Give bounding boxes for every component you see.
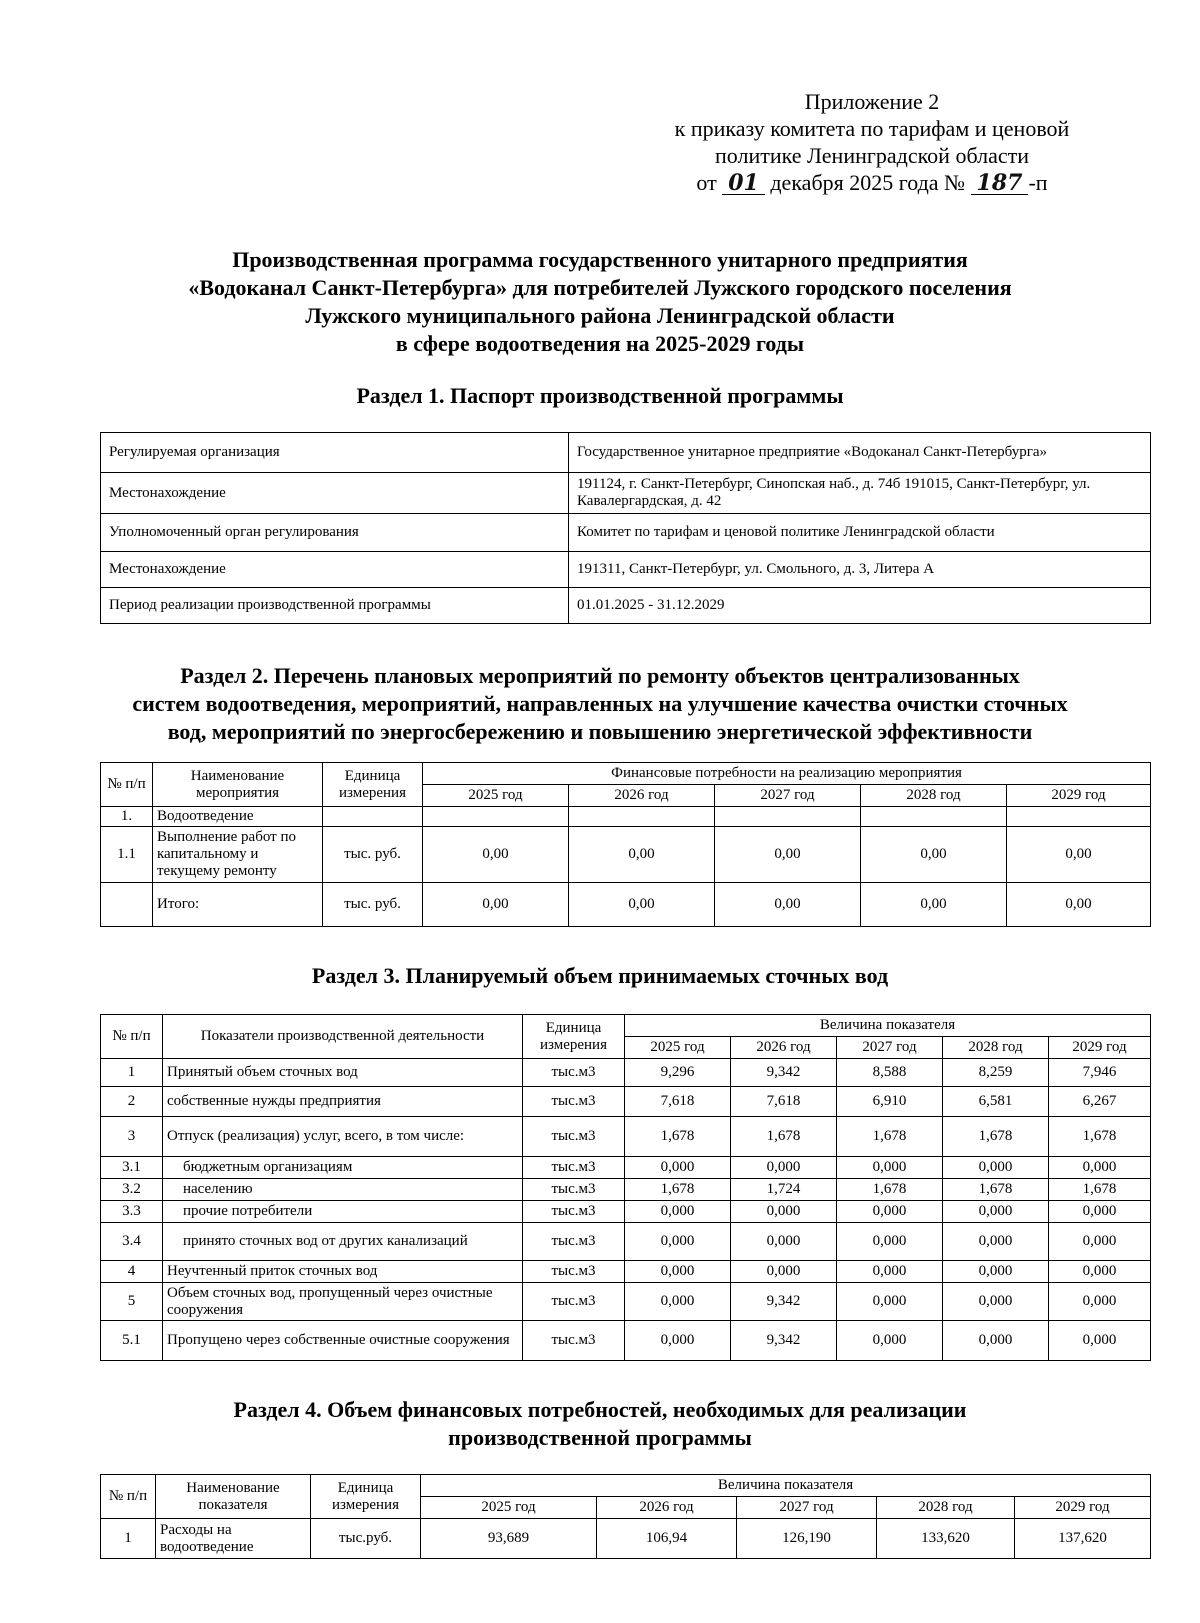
volume-col-group: Величина показателя bbox=[625, 1015, 1151, 1037]
volume-value-cell: 9,342 bbox=[731, 1283, 837, 1321]
measures-col-num: № п/п bbox=[101, 763, 153, 807]
volume-value-cell: 0,000 bbox=[943, 1261, 1049, 1283]
volume-value-cell: 7,618 bbox=[731, 1087, 837, 1117]
volume-row-num: 4 bbox=[101, 1261, 163, 1283]
volume-value-cell: 1,678 bbox=[625, 1117, 731, 1157]
financial-needs-table bbox=[100, 1474, 1151, 1559]
volume-value-cell: 7,946 bbox=[1049, 1059, 1151, 1087]
passport-label: Уполномоченный орган регулирования bbox=[101, 514, 569, 552]
measures-value-cell bbox=[1007, 807, 1151, 827]
measures-value-cell bbox=[423, 807, 569, 827]
title-line-3: Лужского муниципального района Ленинградской области bbox=[305, 303, 895, 328]
volume-value-cell: 8,588 bbox=[837, 1059, 943, 1087]
appendix-line-1: Приложение 2 bbox=[804, 89, 940, 114]
volume-value-cell: 0,000 bbox=[1049, 1201, 1151, 1223]
volume-row-num: 3 bbox=[101, 1117, 163, 1157]
finance-year-header: 2028 год bbox=[877, 1497, 1015, 1519]
measures-value-cell: 0,00 bbox=[1007, 827, 1151, 883]
volume-row bbox=[101, 1157, 1151, 1179]
finance-value-cell: 133,620 bbox=[877, 1519, 1015, 1559]
volume-value-cell: 9,342 bbox=[731, 1321, 837, 1361]
volume-col-unit: Единица измерения bbox=[523, 1015, 625, 1059]
finance-col-name: Наименование показателя bbox=[156, 1475, 311, 1519]
volume-row-unit: тыс.м3 bbox=[523, 1157, 625, 1179]
finance-value-cell: 106,94 bbox=[597, 1519, 737, 1559]
volume-row-unit: тыс.м3 bbox=[523, 1321, 625, 1361]
volume-row-num: 3.3 bbox=[101, 1201, 163, 1223]
volume-row-name: прочие потребители bbox=[163, 1201, 523, 1223]
volume-row-name: Принятый объем сточных вод bbox=[163, 1059, 523, 1087]
passport-label: Местонахождение bbox=[101, 552, 569, 588]
volume-value-cell: 0,000 bbox=[837, 1283, 943, 1321]
volume-row-unit: тыс.м3 bbox=[523, 1223, 625, 1261]
volume-value-cell: 0,000 bbox=[1049, 1223, 1151, 1261]
volume-year-header: 2025 год bbox=[625, 1037, 731, 1059]
finance-row-num: 1 bbox=[101, 1519, 156, 1559]
volume-value-cell: 0,000 bbox=[837, 1261, 943, 1283]
section2-heading-line-1: Раздел 2. Перечень плановых мероприятий по ремонту объектов централизованных bbox=[180, 663, 1020, 688]
volume-value-cell: 9,296 bbox=[625, 1059, 731, 1087]
measures-value-cell bbox=[715, 807, 861, 827]
section3-heading-text: Раздел 3. Планируемый объем принимаемых сточных вод bbox=[311, 963, 889, 988]
volume-value-cell: 0,000 bbox=[625, 1321, 731, 1361]
volume-value-cell: 0,000 bbox=[943, 1223, 1049, 1261]
volume-value-cell: 1,678 bbox=[1049, 1117, 1151, 1157]
volume-value-cell: 0,000 bbox=[1049, 1157, 1151, 1179]
appendix-line-2: к приказу комитета по тарифам и ценовой bbox=[674, 116, 1070, 141]
appendix-header bbox=[652, 88, 1092, 196]
volume-row bbox=[101, 1283, 1151, 1321]
measures-value-cell: 0,00 bbox=[715, 827, 861, 883]
volume-row bbox=[101, 1201, 1151, 1223]
volume-row bbox=[101, 1261, 1151, 1283]
passport-row bbox=[101, 588, 1151, 624]
measures-row bbox=[101, 807, 1151, 827]
volume-row-name: Отпуск (реализация) услуг, всего, в том числе: bbox=[163, 1117, 523, 1157]
finance-row-name: Расходы на водоотведение bbox=[156, 1519, 311, 1559]
volume-row bbox=[101, 1179, 1151, 1201]
volume-row-num: 5 bbox=[101, 1283, 163, 1321]
passport-value: Государственное унитарное предприятие «Водоканал Санкт-Петербурга» bbox=[569, 433, 1151, 473]
volume-row-unit: тыс.м3 bbox=[523, 1059, 625, 1087]
measures-value-cell: 0,00 bbox=[569, 883, 715, 927]
volume-value-cell: 7,618 bbox=[625, 1087, 731, 1117]
volume-row-unit: тыс.м3 bbox=[523, 1087, 625, 1117]
finance-col-group: Величина показателя bbox=[421, 1475, 1151, 1497]
section1-heading bbox=[0, 382, 1200, 410]
title-line-1: Производственная программа государственного унитарного предприятия bbox=[232, 247, 968, 272]
measures-row-unit: тыс. руб. bbox=[323, 883, 423, 927]
volume-value-cell: 0,000 bbox=[943, 1283, 1049, 1321]
measures-value-cell bbox=[569, 807, 715, 827]
finance-year-header: 2025 год bbox=[421, 1497, 597, 1519]
volume-value-cell: 0,000 bbox=[943, 1157, 1049, 1179]
measures-col-group: Финансовые потребности на реализацию мероприятия bbox=[423, 763, 1151, 785]
passport-label: Период реализации производственной программы bbox=[101, 588, 569, 624]
volume-row-num: 2 bbox=[101, 1087, 163, 1117]
passport-table bbox=[100, 432, 1151, 624]
volume-value-cell: 0,000 bbox=[625, 1223, 731, 1261]
section2-heading bbox=[0, 662, 1200, 746]
measures-row-name: Итого: bbox=[153, 883, 323, 927]
handwritten-day: 01 bbox=[722, 172, 765, 195]
volume-year-header: 2029 год bbox=[1049, 1037, 1151, 1059]
section2-heading-line-3: вод, мероприятий по энергосбережению и повышению энергетической эффективности bbox=[167, 719, 1033, 744]
volume-row-name: населению bbox=[163, 1179, 523, 1201]
title-line-4: в сфере водоотведения на 2025-2029 годы bbox=[395, 331, 805, 356]
passport-row bbox=[101, 473, 1151, 514]
volume-value-cell: 0,000 bbox=[731, 1261, 837, 1283]
volume-row-name: принято сточных вод от других канализаций bbox=[163, 1223, 523, 1261]
volume-value-cell: 0,000 bbox=[731, 1201, 837, 1223]
volume-value-cell: 0,000 bbox=[731, 1223, 837, 1261]
volume-row-num: 5.1 bbox=[101, 1321, 163, 1361]
measures-year-header: 2029 год bbox=[1007, 785, 1151, 807]
volume-year-header: 2027 год bbox=[837, 1037, 943, 1059]
volume-value-cell: 0,000 bbox=[837, 1321, 943, 1361]
appendix-date-line bbox=[652, 169, 1092, 196]
measures-value-cell: 0,00 bbox=[423, 827, 569, 883]
volume-row-num: 3.2 bbox=[101, 1179, 163, 1201]
date-prefix: от bbox=[696, 170, 717, 195]
section1-heading-text: Раздел 1. Паспорт производственной программы bbox=[356, 383, 844, 408]
measures-row-num: 1. bbox=[101, 807, 153, 827]
measures-row-unit: тыс. руб. bbox=[323, 827, 423, 883]
volume-value-cell: 0,000 bbox=[943, 1321, 1049, 1361]
volume-value-cell: 0,000 bbox=[625, 1157, 731, 1179]
volume-value-cell: 1,678 bbox=[731, 1117, 837, 1157]
measures-value-cell: 0,00 bbox=[861, 883, 1007, 927]
volume-value-cell: 0,000 bbox=[837, 1223, 943, 1261]
volume-value-cell: 1,678 bbox=[943, 1179, 1049, 1201]
section4-heading bbox=[0, 1396, 1200, 1452]
measures-value-cell bbox=[861, 807, 1007, 827]
volume-year-header: 2028 год bbox=[943, 1037, 1049, 1059]
finance-row-unit: тыс.руб. bbox=[311, 1519, 421, 1559]
measures-row bbox=[101, 827, 1151, 883]
volume-value-cell: 1,724 bbox=[731, 1179, 837, 1201]
volume-row-name: собственные нужды предприятия bbox=[163, 1087, 523, 1117]
passport-value: 191311, Санкт-Петербург, ул. Смольного, д. 3, Литера А bbox=[569, 552, 1151, 588]
measures-year-header: 2028 год bbox=[861, 785, 1007, 807]
measures-value-cell: 0,00 bbox=[715, 883, 861, 927]
volume-col-name: Показатели производственной деятельности bbox=[163, 1015, 523, 1059]
handwritten-order-number: 187 bbox=[971, 172, 1029, 195]
volume-col-num: № п/п bbox=[101, 1015, 163, 1059]
volume-row-name: Неучтенный приток сточных вод bbox=[163, 1261, 523, 1283]
volume-row-unit: тыс.м3 bbox=[523, 1117, 625, 1157]
finance-col-num: № п/п bbox=[101, 1475, 156, 1519]
document-title bbox=[0, 246, 1200, 358]
volume-row bbox=[101, 1223, 1151, 1261]
volume-row-name: бюджетным организациям bbox=[163, 1157, 523, 1179]
volume-value-cell: 1,678 bbox=[837, 1179, 943, 1201]
measures-row-unit bbox=[323, 807, 423, 827]
measures-year-header: 2025 год bbox=[423, 785, 569, 807]
volume-row-num: 3.1 bbox=[101, 1157, 163, 1179]
volume-row-unit: тыс.м3 bbox=[523, 1201, 625, 1223]
volume-row-unit: тыс.м3 bbox=[523, 1283, 625, 1321]
measures-table bbox=[100, 762, 1151, 927]
passport-label: Регулируемая организация bbox=[101, 433, 569, 473]
measures-value-cell: 0,00 bbox=[861, 827, 1007, 883]
section4-heading-line-1: Раздел 4. Объем финансовых потребностей, необходимых для реализации bbox=[233, 1397, 967, 1422]
measures-row bbox=[101, 883, 1151, 927]
passport-label: Местонахождение bbox=[101, 473, 569, 514]
finance-value-cell: 126,190 bbox=[737, 1519, 877, 1559]
volume-row bbox=[101, 1321, 1151, 1361]
volume-value-cell: 0,000 bbox=[625, 1261, 731, 1283]
volume-value-cell: 1,678 bbox=[943, 1117, 1049, 1157]
order-suffix: -п bbox=[1028, 170, 1048, 195]
volume-row bbox=[101, 1087, 1151, 1117]
appendix-line-3: политике Ленинградской области bbox=[714, 143, 1029, 168]
volume-value-cell: 9,342 bbox=[731, 1059, 837, 1087]
measures-row-name: Водоотведение bbox=[153, 807, 323, 827]
volume-row bbox=[101, 1117, 1151, 1157]
volume-value-cell: 0,000 bbox=[1049, 1283, 1151, 1321]
title-line-2: «Водоканал Санкт-Петербурга» для потребителей Лужского городского поселения bbox=[188, 275, 1012, 300]
wastewater-volume-table bbox=[100, 1014, 1151, 1361]
volume-value-cell: 6,267 bbox=[1049, 1087, 1151, 1117]
volume-row-name: Объем сточных вод, пропущенный через очистные сооружения bbox=[163, 1283, 523, 1321]
measures-col-name: Наименование мероприятия bbox=[153, 763, 323, 807]
volume-row bbox=[101, 1059, 1151, 1087]
volume-year-header: 2026 год bbox=[731, 1037, 837, 1059]
measures-value-cell: 0,00 bbox=[423, 883, 569, 927]
measures-year-header: 2027 год bbox=[715, 785, 861, 807]
volume-value-cell: 1,678 bbox=[837, 1117, 943, 1157]
finance-value-cell: 137,620 bbox=[1015, 1519, 1151, 1559]
volume-value-cell: 8,259 bbox=[943, 1059, 1049, 1087]
volume-value-cell: 6,581 bbox=[943, 1087, 1049, 1117]
measures-value-cell: 0,00 bbox=[1007, 883, 1151, 927]
volume-value-cell: 0,000 bbox=[625, 1201, 731, 1223]
volume-value-cell: 0,000 bbox=[943, 1201, 1049, 1223]
section4-heading-line-2: производственной программы bbox=[448, 1425, 752, 1450]
measures-row-num: 1.1 bbox=[101, 827, 153, 883]
measures-col-unit: Единица измерения bbox=[323, 763, 423, 807]
volume-value-cell: 0,000 bbox=[1049, 1321, 1151, 1361]
volume-row-unit: тыс.м3 bbox=[523, 1261, 625, 1283]
finance-row bbox=[101, 1519, 1151, 1559]
measures-row-num bbox=[101, 883, 153, 927]
date-mid: декабря 2025 года № bbox=[770, 170, 966, 195]
volume-value-cell: 0,000 bbox=[625, 1283, 731, 1321]
finance-col-unit: Единица измерения bbox=[311, 1475, 421, 1519]
passport-value: 191124, г. Санкт-Петербург, Синопская наб., д. 74б 191015, Санкт-Петербург, ул. Кавалергардская, д. 42 bbox=[569, 473, 1151, 514]
volume-value-cell: 1,678 bbox=[625, 1179, 731, 1201]
volume-row-unit: тыс.м3 bbox=[523, 1179, 625, 1201]
passport-row bbox=[101, 514, 1151, 552]
volume-value-cell: 6,910 bbox=[837, 1087, 943, 1117]
finance-year-header: 2026 год bbox=[597, 1497, 737, 1519]
finance-year-header: 2029 год bbox=[1015, 1497, 1151, 1519]
volume-row-num: 3.4 bbox=[101, 1223, 163, 1261]
passport-row bbox=[101, 433, 1151, 473]
measures-row-name: Выполнение работ по капитальному и текущему ремонту bbox=[153, 827, 323, 883]
passport-row bbox=[101, 552, 1151, 588]
volume-row-num: 1 bbox=[101, 1059, 163, 1087]
volume-value-cell: 0,000 bbox=[837, 1157, 943, 1179]
section3-heading bbox=[0, 962, 1200, 990]
measures-year-header: 2026 год bbox=[569, 785, 715, 807]
measures-value-cell: 0,00 bbox=[569, 827, 715, 883]
volume-value-cell: 0,000 bbox=[731, 1157, 837, 1179]
finance-value-cell: 93,689 bbox=[421, 1519, 597, 1559]
section2-heading-line-2: систем водоотведения, мероприятий, направленных на улучшение качества очистки сточных bbox=[132, 691, 1068, 716]
passport-value: 01.01.2025 - 31.12.2029 bbox=[569, 588, 1151, 624]
volume-value-cell: 0,000 bbox=[837, 1201, 943, 1223]
volume-value-cell: 0,000 bbox=[1049, 1261, 1151, 1283]
passport-value: Комитет по тарифам и ценовой политике Ленинградской области bbox=[569, 514, 1151, 552]
volume-row-name: Пропущено через собственные очистные сооружения bbox=[163, 1321, 523, 1361]
volume-value-cell: 1,678 bbox=[1049, 1179, 1151, 1201]
finance-year-header: 2027 год bbox=[737, 1497, 877, 1519]
